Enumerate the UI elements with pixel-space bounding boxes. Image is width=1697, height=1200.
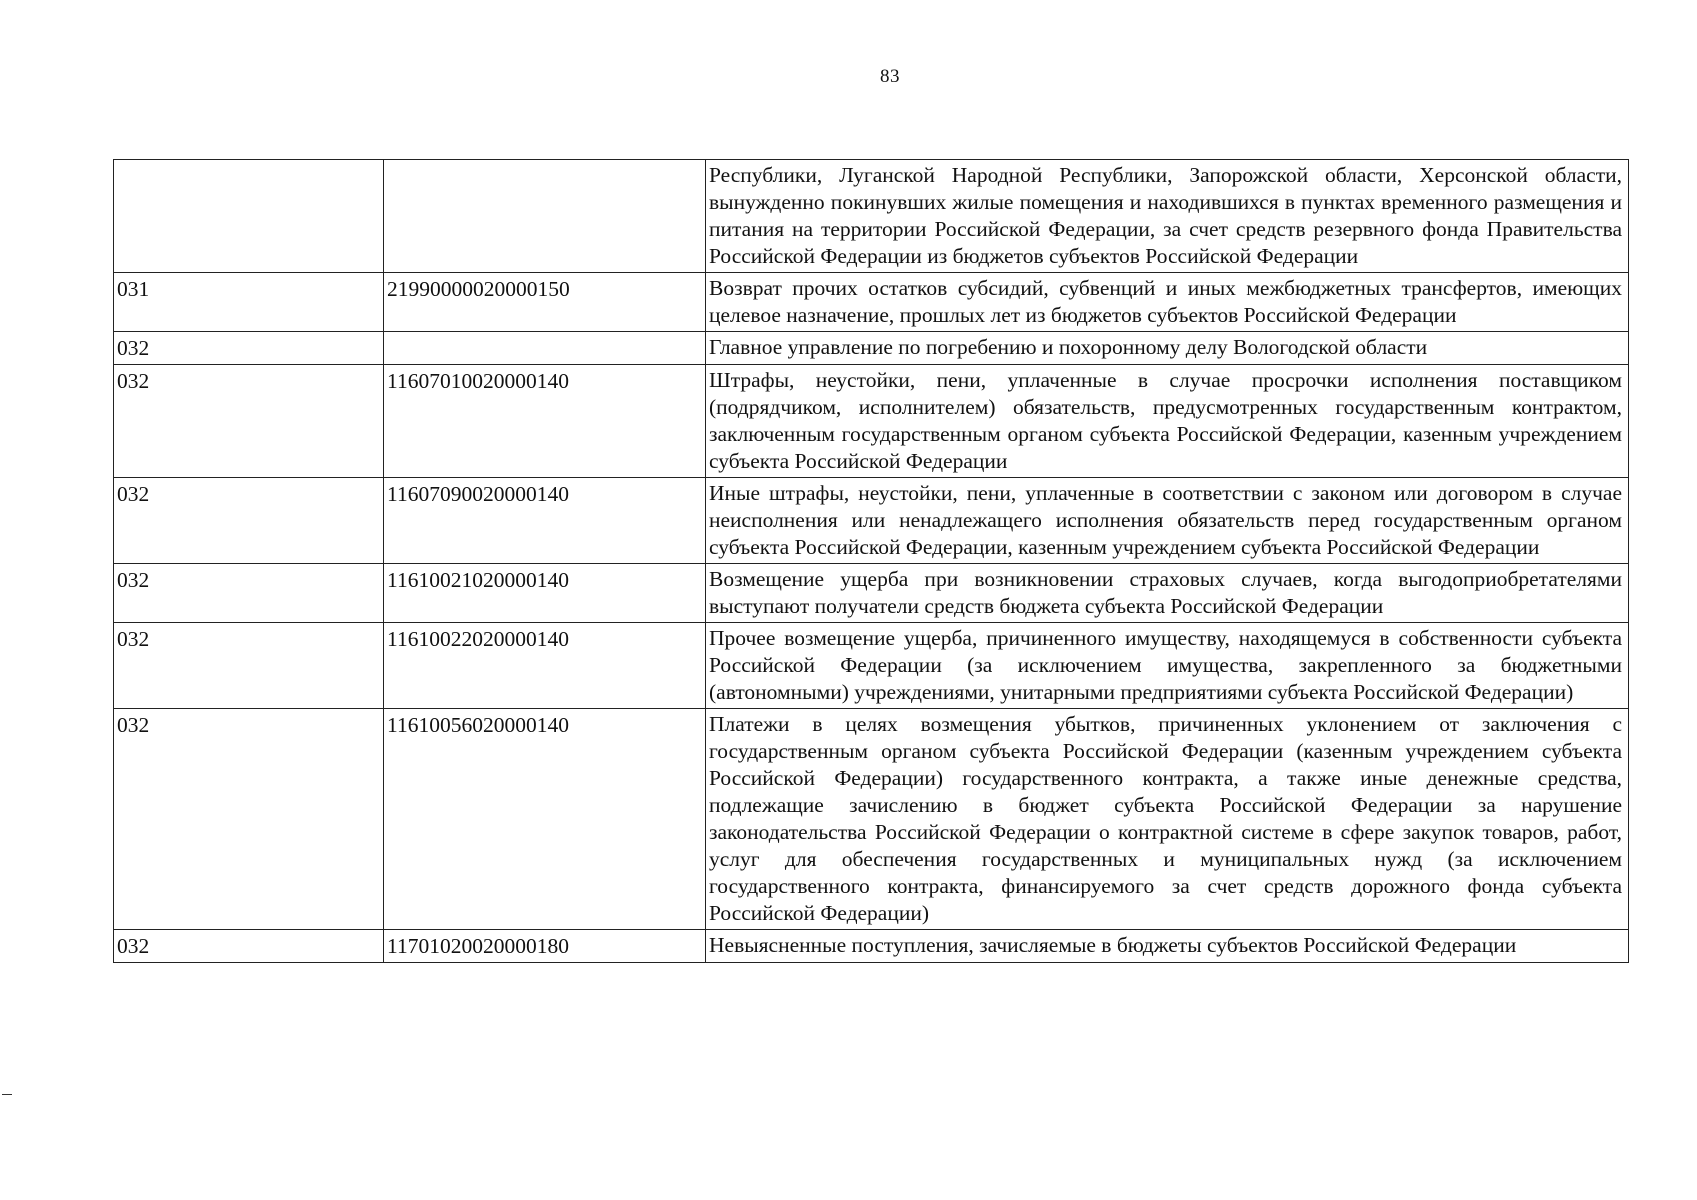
description-cell: Возврат прочих остатков субсидий, субвенций и иных межбюджетных трансфертов, имеющих целевое назначение, прошлых лет из бюджетов субъектов Российской Федерации — [706, 273, 1629, 332]
description-cell: Иные штрафы, неустойки, пени, уплаченные в соответствии с законом или договором в случае неисполнения или ненадлежащего исполнения обязательств перед государственным органом субъекта Российской Федерации, казенным учреждением субъекта Российской Федерации — [706, 478, 1629, 564]
budget-codes-table — [113, 159, 1629, 963]
table-row — [114, 332, 1629, 365]
description-cell: Прочее возмещение ущерба, причиненного имуществу, находящемуся в собственности субъекта Российской Федерации (за исключением имущества, закрепленного за бюджетными (автономными) учреждениями, унитарными предприятиями субъекта Российской Федерации) — [706, 623, 1629, 709]
description-cell: Платежи в целях возмещения убытков, причиненных уклонением от заключения с государственным органом субъекта Российской Федерации (казенным учреждением субъекта Российской Федерации) государственного контракта, а также иные денежные средства, подлежащие зачислению в бюджет субъекта Российской Федерации за нарушение законодательства Российской Федерации о контрактной системе в сфере закупок товаров, работ, услуг для обеспечения государственных и муниципальных нужд (за исключением государственного контракта, финансируемого за счет средств дорожного фонда субъекта Российской Федерации) — [706, 709, 1629, 930]
budget-code-cell: 11610022020000140 — [384, 623, 706, 709]
admin-code-cell: 032 — [114, 478, 384, 564]
admin-code-cell — [114, 160, 384, 273]
table-row — [114, 160, 1629, 273]
budget-code-cell: 11701020020000180 — [384, 930, 706, 963]
budget-code-cell: 11607090020000140 — [384, 478, 706, 564]
budget-code-cell: 11610056020000140 — [384, 709, 706, 930]
admin-code-cell: 032 — [114, 365, 384, 478]
admin-code-cell: 031 — [114, 273, 384, 332]
budget-code-cell: 21990000020000150 — [384, 273, 706, 332]
budget-code-cell: 11610021020000140 — [384, 564, 706, 623]
table-body — [114, 160, 1629, 963]
budget-code-cell — [384, 160, 706, 273]
table-row — [114, 930, 1629, 963]
description-cell: Штрафы, неустойки, пени, уплаченные в случае просрочки исполнения поставщиком (подрядчиком, исполнителем) обязательств, предусмотренных государственным контрактом, заключенным государственным органом субъекта Российской Федерации, казенным учреждением субъекта Российской Федерации — [706, 365, 1629, 478]
margin-mark — [2, 1094, 12, 1095]
admin-code-cell: 032 — [114, 709, 384, 930]
description-cell: Возмещение ущерба при возникновении страховых случаев, когда выгодоприобретателями выступают получатели средств бюджета субъекта Российской Федерации — [706, 564, 1629, 623]
admin-code-cell: 032 — [114, 564, 384, 623]
page-number: 83 — [880, 66, 900, 87]
table-row — [114, 623, 1629, 709]
table-row — [114, 564, 1629, 623]
budget-code-cell — [384, 332, 706, 365]
table-row — [114, 709, 1629, 930]
table-row — [114, 365, 1629, 478]
description-cell: Республики, Луганской Народной Республики, Запорожской области, Херсонской области, вынужденно покинувших жилые помещения и находившихся в пунктах временного размещения и питания на территории Российской Федерации, за счет средств резервного фонда Правительства Российской Федерации из бюджетов субъектов Российской Федерации — [706, 160, 1629, 273]
admin-code-cell: 032 — [114, 623, 384, 709]
admin-code-cell: 032 — [114, 930, 384, 963]
admin-code-cell: 032 — [114, 332, 384, 365]
table-row — [114, 273, 1629, 332]
budget-code-cell: 11607010020000140 — [384, 365, 706, 478]
description-cell: Главное управление по погребению и похоронному делу Вологодской области — [706, 332, 1629, 365]
table-row — [114, 478, 1629, 564]
description-cell: Невыясненные поступления, зачисляемые в бюджеты субъектов Российской Федерации — [706, 930, 1629, 963]
